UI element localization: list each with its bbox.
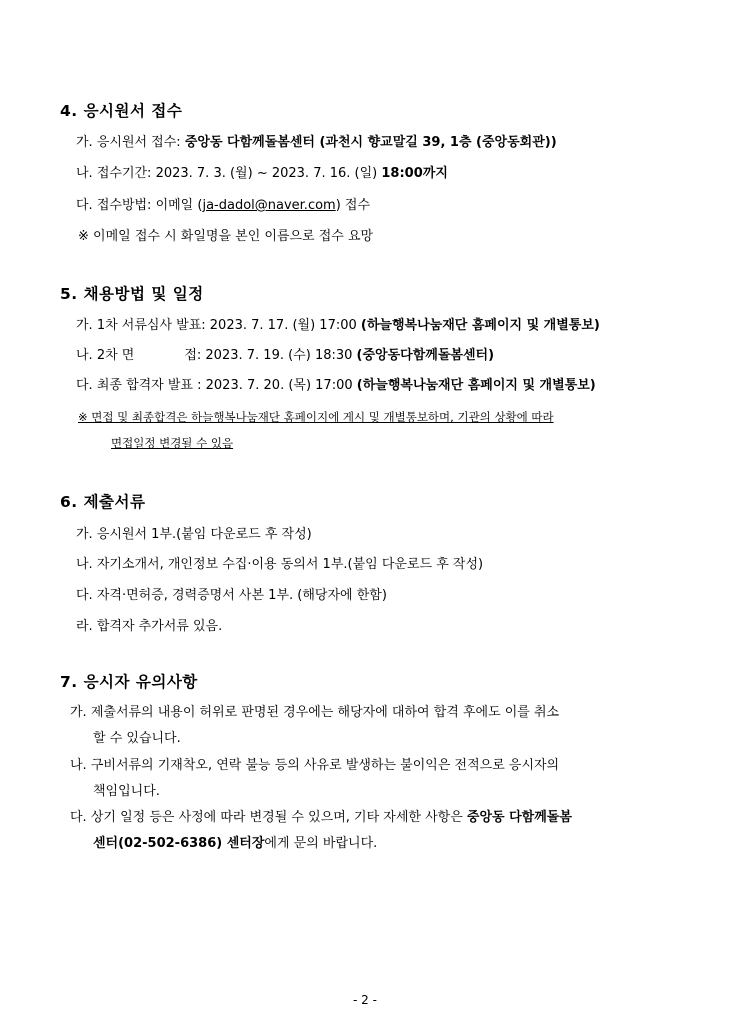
s5-note-line1: ※ 면접 및 최종합격은 하늘행복나눔재단 홈페이지에 게시 및 개별통보하며, 기관의 상황에 따라 <box>78 410 554 424</box>
s7-item-c-line1: 다. 상기 일정 등은 사정에 따라 변경될 수 있으며, 기타 자세한 사항은 중앙동 다함께돌봄 <box>70 810 572 825</box>
s4-item-c: 다. 접수방법: 이메일 (ja-dadol@naver.com) 접수 <box>76 198 371 213</box>
s7-item-c-line2: 센터(02-502-6386) 센터장에게 문의 바랍니다. <box>93 836 378 851</box>
s4-item-a: 가. 응시원서 접수: 중앙동 다함께돌봄센터 (과천시 향교말길 39, 1층 (중앙동회관)) <box>76 135 557 150</box>
s5-item-a: 가. 1차 서류심사 발표: 2023. 7. 17. (월) 17:00 (하늘행복나눔재단 홈페이지 및 개별통보) <box>76 318 600 333</box>
s5-item-c: 다. 최종 합격자 발표 : 2023. 7. 20. (목) 17:00 (하늘행복나눔재단 홈페이지 및 개별통보) <box>76 378 596 393</box>
s5-item-b: 나. 2차 면 접: 2023. 7. 19. (수) 18:30 (중앙동다함께돌봄센터) <box>76 348 495 363</box>
s6-item-b: 나. 자기소개서, 개인정보 수집·이용 동의서 1부.(붙임 다운로드 후 작성) <box>76 557 484 572</box>
s6-item-c: 다. 자격·면허증, 경력증명서 사본 1부. (해당자에 한함) <box>76 588 387 603</box>
s4-note: ※ 이메일 접수 시 화일명을 본인 이름으로 접수 요망 <box>78 229 374 244</box>
section-5-title: 5. 채용방법 및 일정 <box>60 285 204 303</box>
s4-item-b: 나. 접수기간: 2023. 7. 3. (월) ~ 2023. 7. 16. (일) 18:00까지 <box>76 166 448 181</box>
page-number: - 2 - <box>353 993 377 1007</box>
s7-item-a-line2: 할 수 있습니다. <box>93 731 181 746</box>
s6-item-d: 라. 합격자 추가서류 있음. <box>76 619 223 634</box>
s7-item-b-line2: 책임입니다. <box>93 784 160 799</box>
s5-note-line2: 면접일정 변경될 수 있음 <box>111 436 234 450</box>
s6-item-a: 가. 응시원서 1부.(붙임 다운로드 후 작성) <box>76 527 312 542</box>
section-7-title: 7. 응시자 유의사항 <box>60 673 198 691</box>
s7-item-b-line1: 나. 구비서류의 기재착오, 연락 불능 등의 사유로 발생하는 불이익은 전적으로 응시자의 <box>70 758 560 773</box>
section-4-title: 4. 응시원서 접수 <box>60 102 183 120</box>
section-6-title: 6. 제출서류 <box>60 493 146 511</box>
email-link[interactable]: ja-dadol@naver.com <box>202 198 336 213</box>
s7-item-a-line1: 가. 제출서류의 내용이 허위로 판명된 경우에는 해당자에 대하여 합격 후에도 이를 취소 <box>70 705 560 720</box>
